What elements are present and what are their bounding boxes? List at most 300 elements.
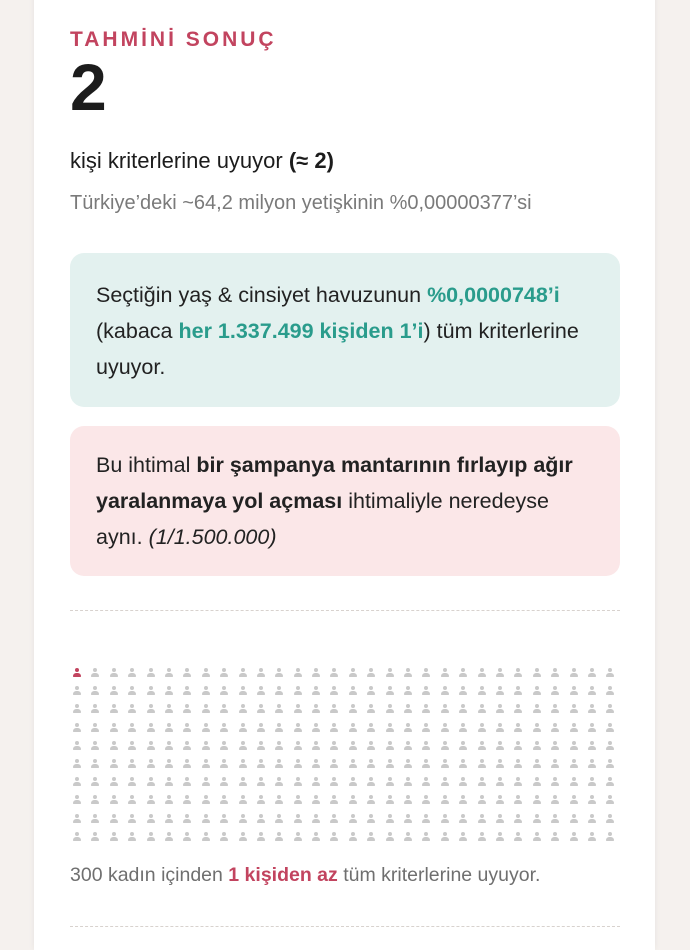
comparison-highlight: bir şampanya mantarının fırlayıp ağır yaralanmaya yol açması [96,453,573,513]
person-icon [88,723,102,735]
person-icon [217,777,231,789]
person-icon [383,723,397,735]
person-icon [70,723,84,735]
person-icon [291,814,305,826]
person-icon [217,795,231,807]
person-icon [585,832,599,844]
person-icon [456,741,470,753]
person-icon [327,814,341,826]
person-icon [88,668,102,680]
person-icon [291,668,305,680]
person-icon [438,832,452,844]
person-icon [327,777,341,789]
person-icon [346,777,360,789]
person-icon [125,686,139,698]
person-icon [291,723,305,735]
person-icon [180,741,194,753]
person-icon [107,686,121,698]
person-icon [346,686,360,698]
person-icon [548,704,562,716]
person-icon [236,832,250,844]
person-icon [493,723,507,735]
person-icon [364,723,378,735]
person-icon [272,704,286,716]
person-icon [107,814,121,826]
person-icon [456,832,470,844]
person-icon [456,668,470,680]
person-icon [511,723,525,735]
person-icon [603,686,617,698]
person-icon [125,795,139,807]
person-icon [438,704,452,716]
person-icon [291,686,305,698]
person-icon [346,704,360,716]
person-icon [254,704,268,716]
person-icon [88,759,102,771]
person-icon [401,777,415,789]
person-icon [309,704,323,716]
person-icon [567,723,581,735]
person-icon [309,759,323,771]
person-icon [364,686,378,698]
person-icon [548,686,562,698]
person-icon [530,741,544,753]
person-icon [585,741,599,753]
person-icon [272,668,286,680]
person-icon [254,741,268,753]
person-icon [144,704,158,716]
person-icon [530,668,544,680]
person-icon [162,777,176,789]
person-icon [162,814,176,826]
person-icon [70,704,84,716]
person-icon [438,814,452,826]
person-icon [401,704,415,716]
population-text: Türkiye’deki ~64,2 milyon yetişkinin %0,00000377’si [70,192,532,214]
person-icon [383,741,397,753]
person-icon [327,686,341,698]
person-icon [309,814,323,826]
person-icon [217,723,231,735]
person-icon [419,723,433,735]
person-icon [144,668,158,680]
person-icon [309,777,323,789]
comparison-box [70,426,620,576]
person-icon [217,704,231,716]
person-icon [567,741,581,753]
person-icon [70,777,84,789]
person-icon [475,668,489,680]
person-icon [236,777,250,789]
person-icon [327,741,341,753]
footer-text-1: 300 kadın içinden [70,864,223,886]
person-icon [199,741,213,753]
person-icon [199,723,213,735]
person-icon [511,814,525,826]
person-icon [180,704,194,716]
person-icon [272,814,286,826]
person-icon [567,814,581,826]
person-icon [199,686,213,698]
pool-ratio: her 1.337.499 kişiden 1’i [178,319,424,343]
person-icon [162,668,176,680]
person-icon [419,814,433,826]
person-icon [438,686,452,698]
person-icon [162,795,176,807]
person-icon [199,777,213,789]
person-icon [327,704,341,716]
person-icon [327,759,341,771]
person-icon [236,704,250,716]
person-icon [530,814,544,826]
person-icon [291,795,305,807]
person-icon [88,686,102,698]
person-icon [107,759,121,771]
person-icon [603,814,617,826]
person-icon [272,741,286,753]
person-icon [199,668,213,680]
person-icon [236,686,250,698]
person-icon [567,832,581,844]
person-icon [456,704,470,716]
person-icon [383,777,397,789]
person-icon [401,832,415,844]
person-icon [383,759,397,771]
person-icon [548,795,562,807]
person-icon [88,814,102,826]
person-icon [530,777,544,789]
person-icon [88,741,102,753]
pool-ratio-box [70,253,620,407]
person-icon [364,759,378,771]
person-icon [272,723,286,735]
person-icon [419,741,433,753]
person-icon [511,795,525,807]
person-icon [291,741,305,753]
person-icon [438,759,452,771]
person-icon [144,777,158,789]
person-icon [585,704,599,716]
pool-percent: %0,0000748’i [427,283,560,307]
person-icon [419,759,433,771]
person-icon [603,668,617,680]
person-icon [217,814,231,826]
person-icon [144,759,158,771]
person-icon [383,795,397,807]
person-icon [511,777,525,789]
person-icon [272,795,286,807]
person-icon [548,777,562,789]
person-icon [272,777,286,789]
person-icon [162,723,176,735]
person-icon [70,814,84,826]
person-icon [125,668,139,680]
person-icon [475,686,489,698]
match-text: kişi kriterlerine uyuyor [70,148,283,173]
person-icon [291,832,305,844]
person-icon [456,795,470,807]
person-icon [236,759,250,771]
person-icon [603,741,617,753]
person-icon [254,759,268,771]
person-icon [254,832,268,844]
person-icon [199,814,213,826]
person-icon [567,759,581,771]
person-icon [88,832,102,844]
person-icon [530,723,544,735]
person-icon [162,741,176,753]
person-icon [162,832,176,844]
person-icon [419,704,433,716]
person-icon [107,723,121,735]
person-icon [585,723,599,735]
person-icon [438,777,452,789]
person-icon [236,668,250,680]
person-icon [585,777,599,789]
person-icon [254,814,268,826]
result-kicker: TAHMİNİ SONUÇ [70,28,277,51]
person-icon [401,723,415,735]
person-icon [585,668,599,680]
person-icon [438,741,452,753]
footer-highlight: 1 kişiden az [228,864,338,886]
comparison-text-2: ihtimaliyle neredeyse aynı. [96,489,549,549]
person-icon [309,832,323,844]
person-icon [511,668,525,680]
person-icon [346,741,360,753]
person-icon [401,668,415,680]
person-icon [493,832,507,844]
person-icon [125,832,139,844]
person-icon [530,759,544,771]
person-icon [125,759,139,771]
person-icon [419,668,433,680]
pool-text-1: Seçtiğin yaş & cinsiyet havuzunun [96,283,422,307]
person-icon [567,704,581,716]
person-icon [272,686,286,698]
person-icon [236,723,250,735]
person-icon [272,759,286,771]
person-icon [530,686,544,698]
person-icon [309,723,323,735]
person-icon [401,741,415,753]
person-icon [327,795,341,807]
person-icon [511,759,525,771]
person-icon [346,759,360,771]
person-icon [511,704,525,716]
person-icon-highlighted [70,668,84,680]
person-icon [309,795,323,807]
person-icon [567,686,581,698]
person-icon [144,814,158,826]
person-icon [217,741,231,753]
person-icon [567,668,581,680]
person-icon [70,759,84,771]
match-approx: (≈ 2) [288,148,334,173]
person-icon [180,832,194,844]
person-icon [438,795,452,807]
person-icon [383,832,397,844]
person-icon [548,814,562,826]
person-icon [548,668,562,680]
person-icon [364,668,378,680]
person-icon [401,795,415,807]
people-grid [70,668,620,850]
person-icon [603,832,617,844]
person-icon [438,668,452,680]
person-icon [585,759,599,771]
person-icon [456,814,470,826]
person-icon [107,741,121,753]
person-icon [162,759,176,771]
person-icon [236,814,250,826]
person-icon [401,759,415,771]
person-icon [254,777,268,789]
person-icon [475,814,489,826]
person-icon [291,759,305,771]
person-icon [162,704,176,716]
person-icon [383,686,397,698]
person-icon [346,723,360,735]
person-icon [475,741,489,753]
person-icon [419,795,433,807]
person-icon [364,832,378,844]
person-icon [456,686,470,698]
person-icon [475,759,489,771]
person-icon [456,777,470,789]
person-icon [603,777,617,789]
person-icon [70,832,84,844]
person-icon [401,814,415,826]
person-icon [107,832,121,844]
person-icon [493,668,507,680]
person-icon [107,777,121,789]
person-icon [364,741,378,753]
person-icon [419,832,433,844]
person-icon [493,686,507,698]
person-icon [144,795,158,807]
person-icon [199,832,213,844]
person-icon [291,777,305,789]
person-icon [180,723,194,735]
person-icon [364,814,378,826]
person-icon [236,795,250,807]
person-icon [493,759,507,771]
person-icon [144,723,158,735]
person-icon [70,795,84,807]
person-icon [548,723,562,735]
person-icon [346,795,360,807]
person-icon [70,686,84,698]
person-icon [475,795,489,807]
person-icon [88,777,102,789]
person-icon [585,814,599,826]
person-icon [199,759,213,771]
person-icon [291,704,305,716]
person-icon [456,723,470,735]
person-icon [125,777,139,789]
person-icon [346,832,360,844]
person-icon [548,741,562,753]
person-icon [180,686,194,698]
person-icon [199,795,213,807]
person-icon [162,686,176,698]
person-icon [217,759,231,771]
result-count: 2 [70,50,107,124]
divider-top [70,610,620,611]
person-icon [217,686,231,698]
person-icon [309,686,323,698]
result-card [34,0,655,950]
person-icon [530,832,544,844]
person-icon [88,704,102,716]
person-icon [493,777,507,789]
person-icon [438,723,452,735]
person-icon [511,832,525,844]
person-icon [180,759,194,771]
pool-text-2: (kabaca [96,319,173,343]
divider-bottom [70,926,620,927]
person-icon [603,704,617,716]
person-icon [309,668,323,680]
person-icon [567,795,581,807]
person-icon [346,668,360,680]
person-icon [236,741,250,753]
comparison-odds: (1/1.500.000) [148,525,277,549]
person-icon [199,704,213,716]
person-icon [475,777,489,789]
person-icon [217,832,231,844]
person-icon [603,795,617,807]
person-icon [493,814,507,826]
person-icon [254,686,268,698]
person-icon [254,668,268,680]
person-icon [217,668,231,680]
person-icon [107,795,121,807]
person-icon [603,759,617,771]
person-icon [364,795,378,807]
person-icon [585,795,599,807]
person-icon [585,686,599,698]
person-icon [125,704,139,716]
person-icon [180,777,194,789]
person-icon [383,814,397,826]
person-icon [383,704,397,716]
person-icon [548,759,562,771]
person-icon [327,723,341,735]
person-icon [475,723,489,735]
person-icon [327,832,341,844]
person-icon [493,795,507,807]
person-icon [125,723,139,735]
person-icon [603,723,617,735]
person-icon [309,741,323,753]
person-icon [180,814,194,826]
person-icon [419,777,433,789]
person-icon [530,795,544,807]
person-icon [419,686,433,698]
footer-line [70,864,540,887]
person-icon [401,686,415,698]
person-icon [475,704,489,716]
person-icon [70,741,84,753]
person-icon [107,668,121,680]
person-icon [180,795,194,807]
person-icon [272,832,286,844]
person-icon [475,832,489,844]
person-icon [346,814,360,826]
person-icon [125,741,139,753]
